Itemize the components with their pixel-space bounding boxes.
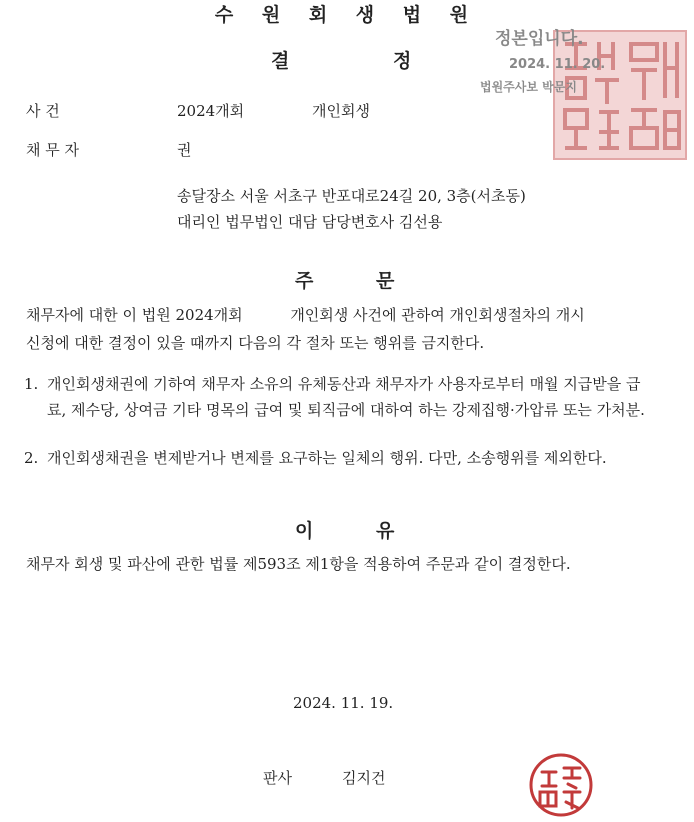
service-address: 송달장소 서울 서초구 반포대로24길 20, 3층(서초동): [177, 187, 526, 205]
case-number: 2024개회: [177, 102, 245, 120]
seal-icon: [555, 32, 685, 158]
court-seal-stamp: [553, 30, 687, 160]
certification-title: 정본입니다.: [495, 29, 584, 49]
document-type-char-1: 결: [271, 50, 290, 72]
reason-heading-char-2: 유: [376, 520, 395, 542]
case-label: 사 건: [26, 102, 60, 120]
case-name: 개인회생: [312, 102, 370, 120]
judge-seal-icon: [528, 752, 594, 818]
judge-title: 판사: [263, 769, 292, 787]
order-intro-line-2: 신청에 대한 결정이 있을 때까지 다음의 각 절차 또는 행위를 금지한다.: [26, 334, 485, 352]
document-type-char-2: 정: [393, 50, 412, 72]
order-intro-line-1: 채무자에 대한 이 법원 2024개회 개인회생 사건에 관하여 개인회생절차의 개시: [26, 306, 585, 324]
agent: 대리인 법무법인 대담 담당변호사 김선용: [177, 213, 443, 231]
order-item-2-text: 개인회생채권을 변제받거나 변제를 요구하는 일체의 행위. 다만, 소송행위를 제외한다.: [47, 449, 607, 467]
order-item-2-number: 2.: [24, 449, 39, 467]
reason-text: 채무자 회생 및 파산에 관한 법률 제593조 제1항을 적용하여 주문과 같이 결정한다.: [26, 555, 571, 573]
reason-heading-char-1: 이: [295, 520, 314, 542]
certification-officer: 법원주사보 박문지: [480, 80, 577, 94]
judge-name: 김지건: [342, 769, 386, 787]
court-name: 수 원 회 생 법 원: [214, 4, 480, 26]
certification-date: 2024. 11. 20.: [509, 57, 606, 72]
order-item-1-text: 개인회생채권에 기하여 채무자 소유의 유체동산과 채무자가 사용자로부터 매월 지급받을 급료, 제수당, 상여금 기타 명목의 급여 및 퇴직금에 대하여 하는 강제집행·가압류 또는 가처분.: [47, 375, 645, 419]
order-heading-char-2: 문: [376, 270, 395, 292]
debtor-label: 채 무 자: [26, 141, 80, 159]
order-heading-char-1: 주: [295, 270, 314, 292]
order-intro: [26, 301, 662, 357]
decision-date: 2024. 11. 19.: [293, 694, 394, 712]
debtor-name: 권: [177, 141, 192, 159]
order-item-1-number: 1.: [24, 375, 39, 393]
